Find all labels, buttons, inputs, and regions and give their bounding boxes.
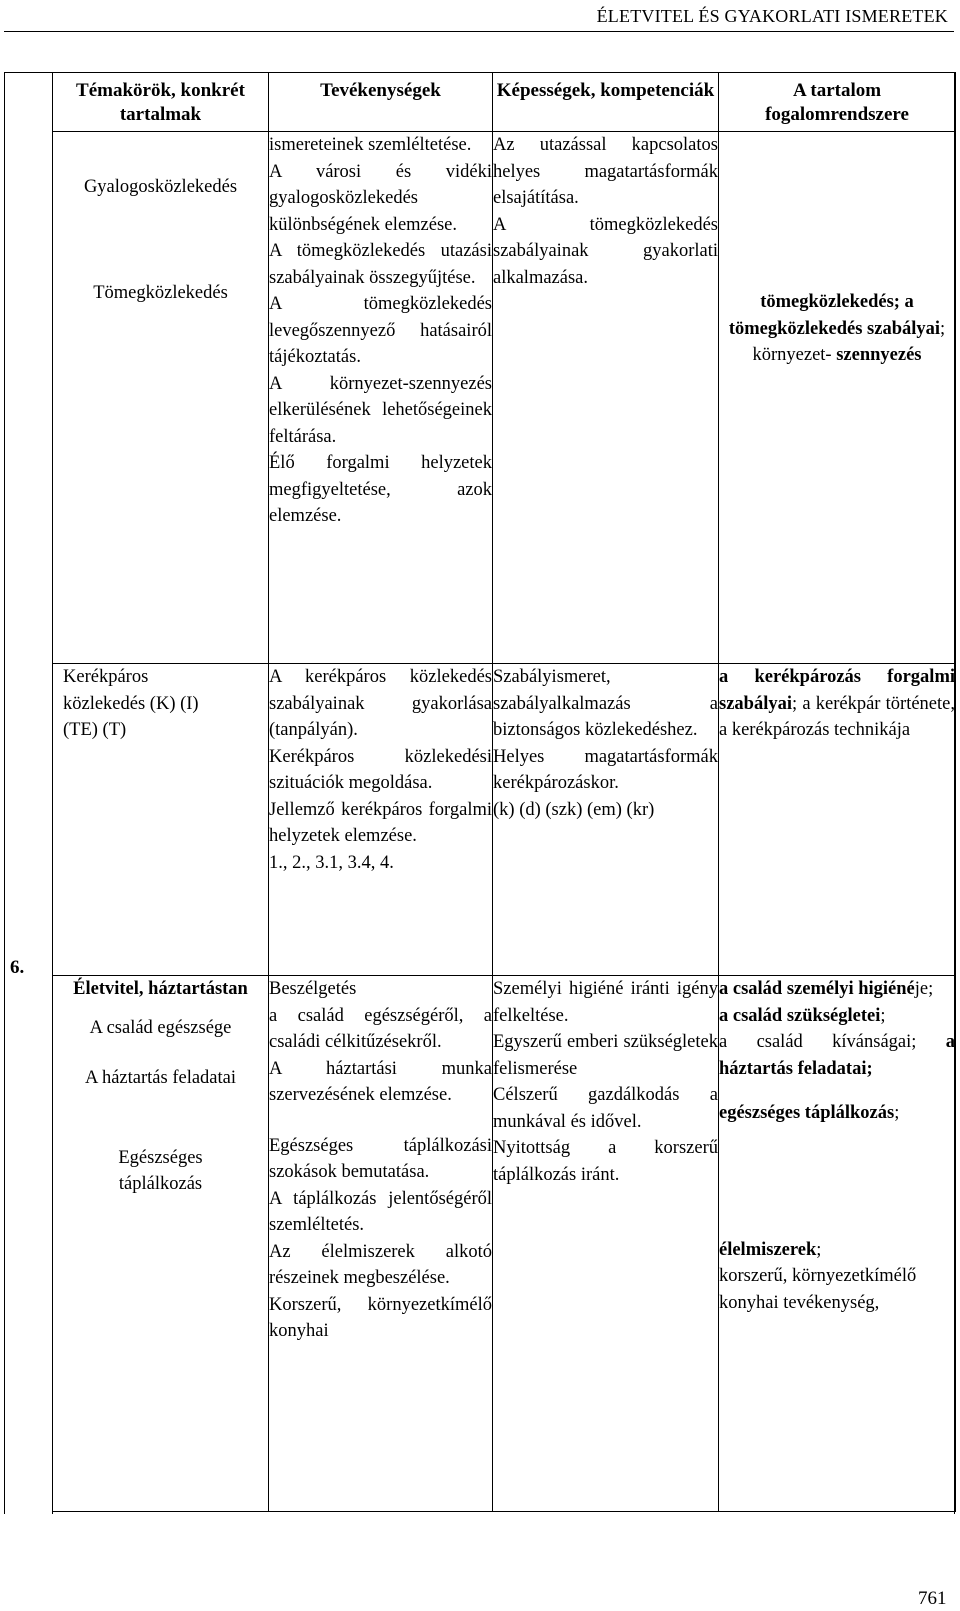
activities-cell [269, 132, 493, 664]
activity-item: A tömegközlekedés levegőszennyező hatásairól tájékoztatás. [269, 294, 492, 367]
concepts-cell [719, 664, 956, 976]
concept-text: ; [816, 1239, 822, 1260]
topic-title: Életvitel, háztartástan [73, 979, 248, 999]
concept-text: je; [914, 979, 934, 999]
concept-term: tömegközlekedés; a tömegközlekedés szabályai [728, 292, 941, 339]
skill-item: Az utazással kapcsolatos helyes magatartásformák elsajátítása. [493, 135, 718, 208]
header-rule [4, 31, 954, 32]
concept-term: élelmiszerek [719, 1239, 817, 1260]
header-topics: Témakörök, konkrét tartalmak [53, 73, 269, 132]
topic-item: Gyalogosközlekedés [83, 177, 238, 197]
skill-item: (k) (d) (szk) (em) (kr) [493, 799, 655, 820]
concept-text: korszerű, környezetkímélő konyhai tevékenység, [719, 1266, 917, 1313]
header-skills: Képességek, kompetenciák [493, 73, 719, 132]
topic-item: Egészséges táplálkozás [118, 1147, 203, 1194]
skill-item: Célszerű gazdálkodás a munkával és idővel. [493, 1085, 718, 1132]
skill-item: Nyitottság a korszerű táplálkozás iránt. [493, 1138, 718, 1185]
concept-term: szennyezés [836, 345, 922, 365]
concept-text: ; [880, 1005, 886, 1026]
activity-item: Az élelmiszerek alkotó részeinek megbeszélése. [269, 1241, 492, 1288]
topic-item: A háztartás feladatai [85, 1068, 236, 1088]
topics-cell [53, 976, 269, 1512]
topic-item: A család egészsége [89, 1017, 232, 1038]
skill-item: Helyes magatartásformák kerékpározáskor. [493, 746, 718, 793]
skills-cell [493, 132, 719, 664]
skills-cell [493, 664, 719, 976]
skills-cell [493, 976, 719, 1512]
skill-item: Személyi higiéné iránti igény felkeltése. [493, 979, 718, 1026]
topics-cell [53, 132, 269, 664]
activity-item: ismereteinek szemléltetése. [269, 135, 472, 155]
activity-item: A tömegközlekedés utazási szabályainak összegyűjtése. [269, 241, 492, 288]
activity-item: Egészséges táplálkozási szokások bemutatása. [269, 1135, 492, 1182]
header-concepts: A tartalom fogalomrendszere [719, 73, 956, 132]
activity-item: Korszerű, környezetkímélő konyhai [269, 1294, 492, 1341]
activities-cell [269, 976, 493, 1512]
activity-item: A környezet-szennyezés elkerülésének lehetőségeinek feltárása. [269, 373, 492, 447]
table-row [53, 132, 956, 664]
skill-item: A tömegközlekedés szabályainak gyakorlati alkalmazása. [493, 214, 718, 288]
concept-term: a család személyi higiéné [719, 979, 915, 999]
concept-text: ; [894, 1103, 900, 1123]
skill-item: Egyszerű emberi szükségletek felismerése [493, 1032, 718, 1079]
activity-item: a család egészségéről, a családi célkitűzésekről. [269, 1005, 492, 1052]
header-activities: Tevékenységek [269, 73, 493, 132]
activity-item: A városi és vidéki gyalogosközlekedés különbségének elemzése. [269, 161, 492, 235]
concept-term: a család szükségletei [719, 1005, 881, 1026]
activity-item: Kerékpáros közlekedési szituációk megoldása. [269, 746, 492, 793]
skill-item: Szabályismeret, szabályalkalmazás a biztonságos közlekedéshez. [493, 667, 718, 740]
concepts-cell [719, 132, 956, 664]
activity-item: A kerékpáros közlekedés szabályainak gyakorlása (tanpályán). [269, 667, 492, 740]
concept-text: ; a kerékpár története, a kerékpározás technikája [719, 693, 955, 740]
concept-term: a háztartás feladatai; [719, 1032, 955, 1079]
activity-item: Élő forgalmi helyzetek megfigyeltetése, azok elemzése. [269, 453, 492, 526]
table-header-row [53, 73, 956, 132]
page-number: 761 [918, 1588, 947, 1609]
activity-item: Jellemző kerékpáros forgalmi helyzetek elemzése. [269, 799, 492, 846]
concept-term: a kerékpározás forgalmi szabályai [719, 667, 955, 714]
table-row [53, 976, 956, 1512]
activity-item: Beszélgetés [269, 979, 357, 999]
activities-cell [269, 664, 493, 976]
running-header: ÉLETVITEL ÉS GYAKORLATI ISMERETEK [596, 6, 948, 26]
concept-term: egészséges táplálkozás [719, 1103, 895, 1123]
activity-item: 1., 2., 3.1, 3.4, 4. [269, 852, 394, 873]
table-row [53, 664, 956, 976]
concept-text: ; környezet- [752, 318, 946, 365]
section-number: 6. [10, 957, 25, 978]
topics-cell [53, 664, 269, 976]
activity-item: A háztartási munka szervezésének elemzése. [269, 1058, 492, 1105]
concepts-cell [719, 976, 956, 1512]
syllabus-table [52, 72, 956, 1512]
topic-item: Kerékpáros közlekedés (K) (I) (TE) (T) [63, 667, 199, 740]
activity-item: A táplálkozás jelentőségéről szemléltetés. [269, 1188, 492, 1235]
concept-text: a család kívánságai; [719, 1032, 946, 1052]
topic-item: Tömegközlekedés [93, 282, 228, 303]
